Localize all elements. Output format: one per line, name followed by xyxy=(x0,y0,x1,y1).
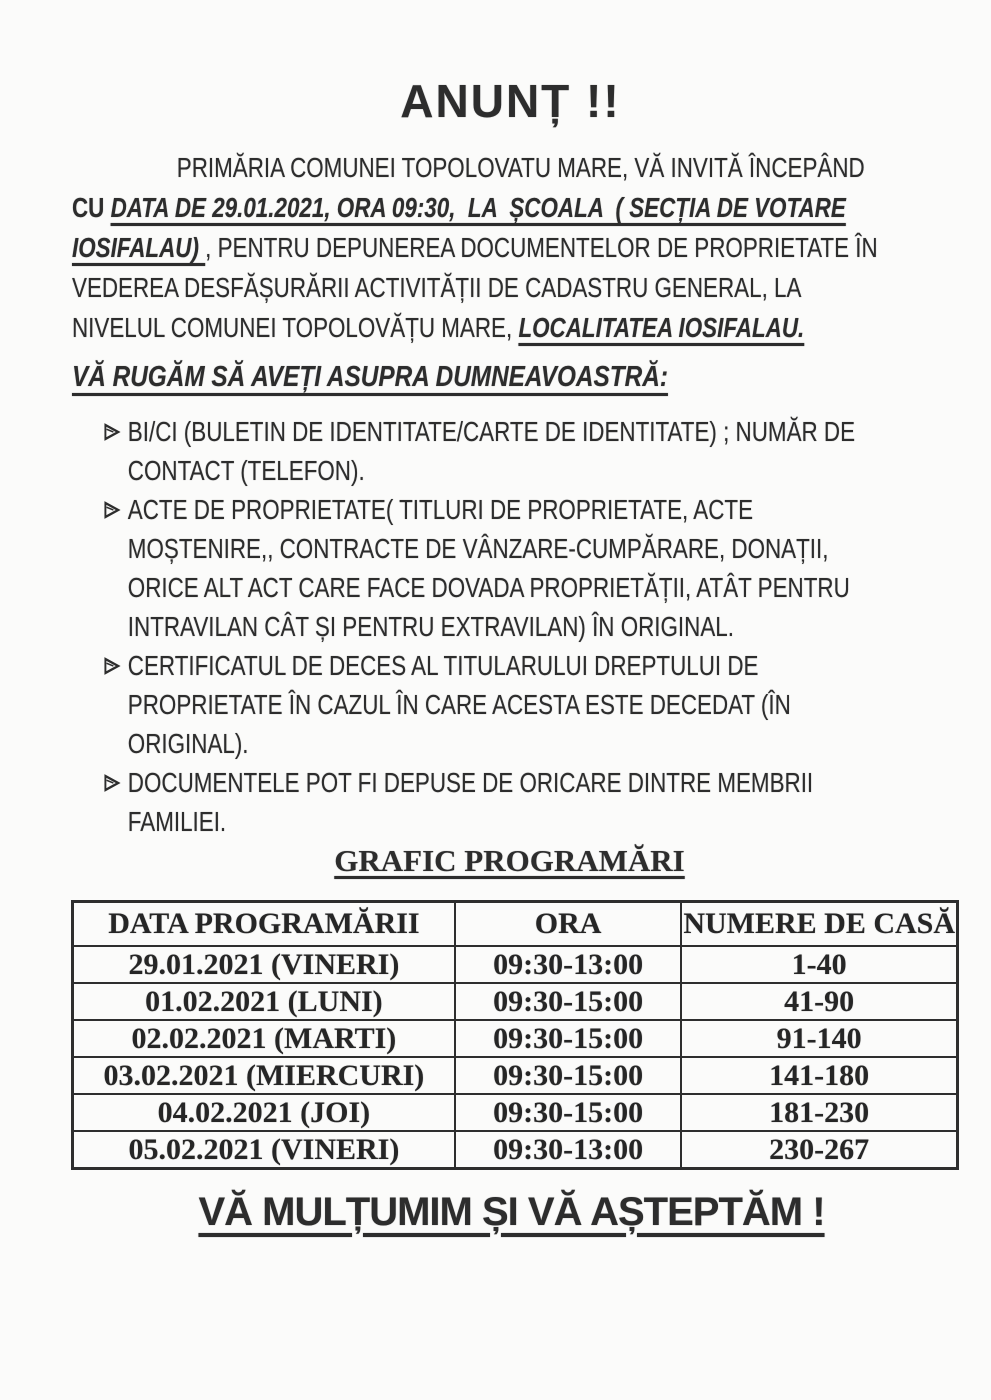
table-row xyxy=(73,1131,958,1169)
request-heading: VĂ RUGĂM SĂ AVEȚI ASUPRA DUMNEAVOASTRĂ: xyxy=(72,361,668,393)
table-cell: 09:30-15:00 xyxy=(455,1057,682,1094)
table-header-row xyxy=(73,902,958,947)
table-cell: 09:30-13:00 xyxy=(455,946,682,983)
arrowhead-right-icon xyxy=(103,499,121,521)
table-cell: 02.02.2021 (MARTI) xyxy=(73,1020,455,1057)
table-cell: 141-180 xyxy=(681,1057,957,1094)
table-cell: 09:30-15:00 xyxy=(455,1020,682,1057)
intro-line xyxy=(72,188,846,228)
table-row xyxy=(73,1094,958,1131)
arrowhead-right-icon xyxy=(103,655,121,677)
table-row xyxy=(73,1057,958,1094)
table-cell: 01.02.2021 (LUNI) xyxy=(73,983,455,1020)
table-cell: 91-140 xyxy=(681,1020,957,1057)
intro-text-segment: DATA DE 29.01.2021, ORA 09:30, LA ȘCOALA ( SECȚIA DE VOTARE xyxy=(110,192,846,223)
intro-text-segment: LOCALITATEA IOSIFALAU. xyxy=(518,312,805,343)
arrowhead-right-icon xyxy=(103,772,121,794)
arrowhead-right-icon xyxy=(103,421,121,443)
table-row xyxy=(73,1020,958,1057)
table-cell: 09:30-15:00 xyxy=(455,1094,682,1131)
schedule-title: GRAFIC PROGRAMĂRI xyxy=(334,843,685,878)
intro-text-segment: PRIMĂRIA COMUNEI TOPOLOVATU MARE, VĂ INVITĂ ÎNCEPÂND xyxy=(176,152,865,183)
bullet-line: MOȘTENIRE,, CONTRACTE DE VÂNZARE-CUMPĂRARE, DONAȚII, xyxy=(127,533,829,564)
intro-line xyxy=(72,148,865,188)
page-title: ANUNȚ !! xyxy=(400,75,621,127)
bullet-line: CERTIFICATUL DE DECES AL TITULARULUI DREPTULUI DE xyxy=(103,646,799,685)
table-cell: 05.02.2021 (VINERI) xyxy=(73,1131,455,1169)
intro-paragraph xyxy=(72,148,972,348)
table-cell: 09:30-13:00 xyxy=(455,1131,682,1169)
bullet-line: ACTE DE PROPRIETATE( TITLURI DE PROPRIETATE, ACTE xyxy=(103,490,799,529)
bullet-line: DOCUMENTELE POT FI DEPUSE DE ORICARE DINTRE MEMBRII xyxy=(103,763,799,802)
bullet-line: ORICE ALT ACT CARE FACE DOVADA PROPRIETĂȚII, ATÂT PENTRU xyxy=(127,572,850,603)
requirements-list xyxy=(103,412,973,841)
table-cell: 41-90 xyxy=(681,983,957,1020)
table-cell: 29.01.2021 (VINERI) xyxy=(73,946,455,983)
table-cell: 09:30-15:00 xyxy=(455,983,682,1020)
bullet-line: PROPRIETATE ÎN CAZUL ÎN CARE ACESTA ESTE DECEDAT (ÎN xyxy=(127,689,791,720)
table-cell: 04.02.2021 (JOI) xyxy=(73,1094,455,1131)
table-cell: 1-40 xyxy=(681,946,957,983)
table-header-cell: DATA PROGRAMĂRII xyxy=(73,902,455,947)
schedule-table-body xyxy=(73,946,958,1169)
intro-line xyxy=(72,228,878,268)
intro-text-segment: IOSIFALAU) xyxy=(72,232,206,263)
table-cell: 230-267 xyxy=(681,1131,957,1169)
table-header-cell: NUMERE DE CASĂ xyxy=(681,902,957,947)
bullet-line: CONTACT (TELEFON). xyxy=(127,455,365,486)
table-row xyxy=(73,983,958,1020)
bullet-line: ORIGINAL). xyxy=(127,728,249,759)
intro-line xyxy=(72,308,805,348)
schedule-table xyxy=(71,900,959,1170)
bullet-line: BI/CI (BULETIN DE IDENTITATE/CARTE DE IDENTITATE) ; NUMĂR DE xyxy=(103,412,799,451)
bullet-line: FAMILIEI. xyxy=(127,806,227,837)
thanks-line: VĂ MULȚUMIM ȘI VĂ AȘTEPTĂM ! xyxy=(198,1190,825,1234)
table-cell: 03.02.2021 (MIERCURI) xyxy=(73,1057,455,1094)
intro-text-segment: CU xyxy=(72,192,111,223)
intro-line xyxy=(72,268,802,308)
table-row xyxy=(73,946,958,983)
table-header-cell: ORA xyxy=(455,902,682,947)
intro-text-segment: , PENTRU DEPUNEREA DOCUMENTELOR DE PROPRIETATE ÎN xyxy=(205,232,878,263)
table-cell: 181-230 xyxy=(681,1094,957,1131)
bullet-line: INTRAVILAN CÂT ȘI PENTRU EXTRAVILAN) ÎN ORIGINAL. xyxy=(127,611,734,642)
schedule-table-header xyxy=(73,902,958,947)
intro-text-segment: VEDEREA DESFĂȘURĂRII ACTIVITĂȚII DE CADASTRU GENERAL, LA xyxy=(72,272,802,303)
intro-text-segment: NIVELUL COMUNEI TOPOLOVĂȚU MARE, xyxy=(72,312,519,343)
